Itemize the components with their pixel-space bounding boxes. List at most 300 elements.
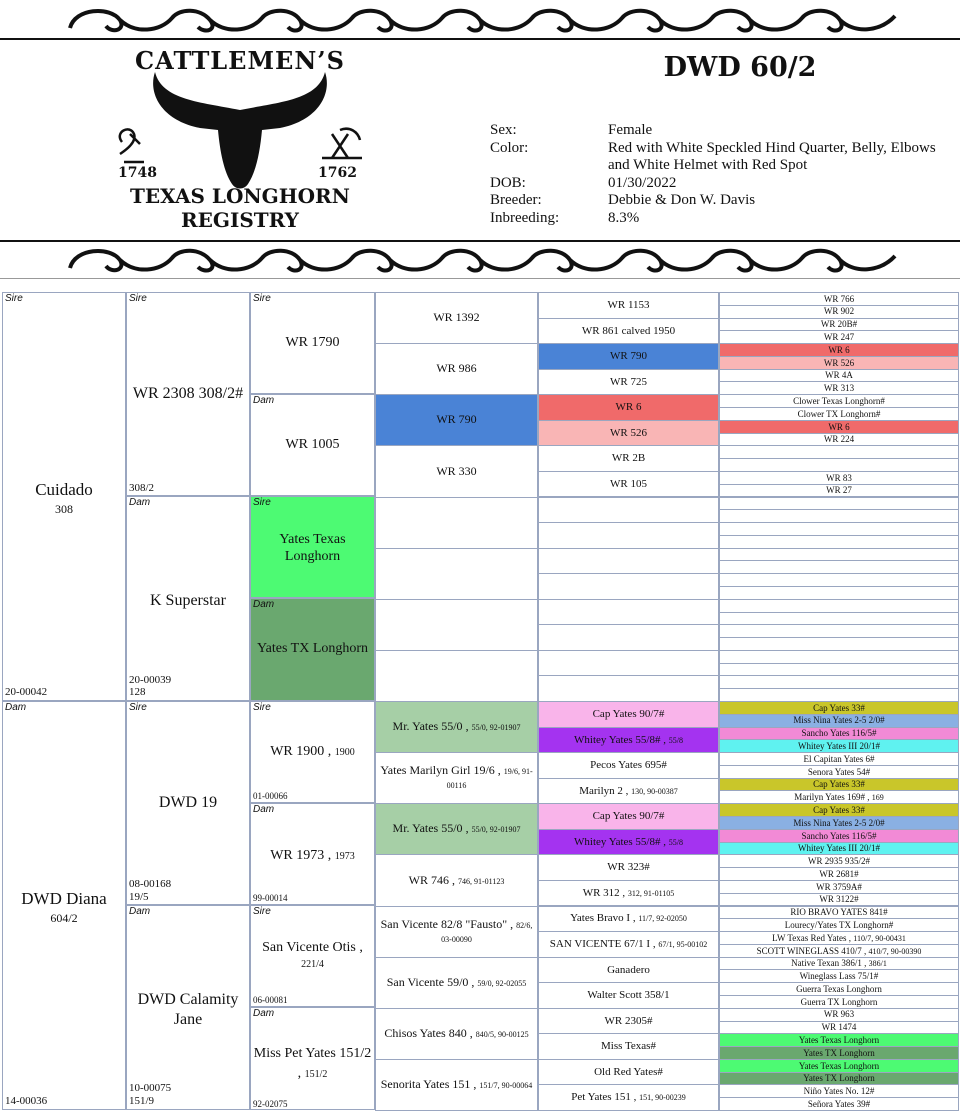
- animal-entry: [436, 465, 476, 479]
- gen6-cell: [719, 445, 959, 459]
- gen4-cell: [375, 1059, 538, 1111]
- animal-entry: [579, 785, 678, 798]
- gen5-cell: [538, 803, 719, 830]
- sire-label: Sire: [129, 702, 147, 713]
- gen6-cell: [719, 816, 959, 830]
- animal-entry: [436, 362, 476, 376]
- animal-name: Whitey Yates 55/8#: [574, 733, 661, 746]
- dam-label: Dam: [253, 599, 275, 610]
- gen5-cell: [538, 1084, 719, 1111]
- animal-name: Marilyn Yates 169#: [794, 792, 865, 803]
- gen6-cell: [719, 944, 959, 958]
- gen4-cell: [375, 650, 538, 702]
- animal-name: Chisos Yates 840: [384, 1025, 467, 1040]
- animal-name: WR 2935 935/2#: [808, 856, 870, 867]
- sire-label: Sire: [253, 702, 271, 713]
- animal-entry: [826, 473, 852, 483]
- gen6-cell: [719, 612, 959, 626]
- registration-number: 14-00036: [5, 1095, 48, 1107]
- gen6-cell: [719, 573, 959, 587]
- animal-name: WR 1005: [285, 437, 340, 452]
- gen5-cell: [538, 1008, 719, 1035]
- animal-name: WR 6: [828, 344, 850, 355]
- animal-entry: [594, 1066, 663, 1079]
- animal-name: WR 746: [408, 872, 449, 887]
- gen6-cell: [719, 305, 959, 319]
- animal-entry: [583, 887, 675, 900]
- wave-border-top: [0, 0, 960, 40]
- animal-entry: [824, 294, 854, 304]
- gen6-cell: [719, 586, 959, 600]
- animal-name: Whitey Yates III 20/1#: [798, 843, 880, 854]
- animal-name: Yates Bravo I: [570, 912, 631, 925]
- gen5-cell: [538, 880, 719, 907]
- gen3-cell: [250, 496, 375, 598]
- separator: ,: [660, 835, 669, 848]
- animal-entry: [550, 938, 707, 951]
- separator: ,: [846, 932, 854, 943]
- gen1-sire-cell: [2, 292, 126, 701]
- gen1-dam-cell: [2, 701, 126, 1110]
- animal-entry: [378, 918, 535, 946]
- separator: ,: [507, 916, 517, 931]
- animal-name: SAN VICENTE 67/1 I: [549, 938, 651, 950]
- animal-number: 840/5, 90-00125: [475, 1029, 529, 1039]
- info-value: Female: [608, 122, 653, 138]
- animal-entry: [378, 764, 535, 792]
- animal-number: 59/0, 92-02055: [477, 978, 527, 988]
- gen5-cell: [538, 982, 719, 1009]
- gen5-cell: [538, 854, 719, 881]
- animal-entry: [593, 708, 665, 721]
- animal-entry: [828, 422, 849, 432]
- gen6-cell: [719, 318, 959, 332]
- registration-number: 92-02075: [253, 1099, 288, 1109]
- gen6-cell: [719, 330, 959, 344]
- animal-number: 151/2: [304, 1069, 328, 1080]
- animal-number: 55/0, 92-01907: [471, 825, 521, 835]
- animal-name: WR 3122#: [819, 894, 859, 905]
- animal-name: Ganadero: [607, 963, 650, 976]
- animal-name: Miss Pet Yates 151/2: [253, 1046, 372, 1061]
- animal-number: 1900: [334, 747, 355, 758]
- gen6-cell: [719, 1059, 959, 1073]
- gen5-cell: [538, 343, 719, 370]
- animal-entry: [800, 971, 879, 981]
- gen5-cell: [538, 957, 719, 984]
- gen4-cell: [375, 548, 538, 600]
- gen2-cell: [126, 496, 250, 701]
- animal-name: Cap Yates 90/7#: [592, 707, 665, 720]
- gen4-cell: [375, 957, 538, 1009]
- animal-entry: [808, 1099, 870, 1109]
- gen6-cell: [719, 560, 959, 574]
- gen5-cell: [538, 727, 719, 754]
- separator: ,: [622, 784, 632, 797]
- animal-entry: [803, 1073, 874, 1083]
- animal-name: WR 312: [582, 886, 620, 899]
- animal-name: Cap Yates 33#: [813, 702, 865, 713]
- animal-name: WR 2681#: [819, 868, 859, 879]
- gen5-cell: [538, 906, 719, 933]
- animal-name: Yates Texas Longhorn: [798, 1060, 880, 1071]
- gen4-cell: [375, 445, 538, 497]
- animal-entry: [799, 1035, 879, 1045]
- gen6-cell: [719, 880, 959, 894]
- gen4-cell: [375, 906, 538, 958]
- gen5-cell: [538, 931, 719, 958]
- gen6-cell: [719, 522, 959, 536]
- animal-name: Yates Marilyn Girl 19/6: [380, 763, 495, 778]
- animal-entry: [593, 810, 665, 823]
- info-value: Red with White Speckled Hind Quarter, Belly, Elbows and White Helmet with Red Spot: [608, 139, 936, 173]
- animal-name: DWD Calamity Jane: [137, 991, 239, 1028]
- animal-entry: [813, 805, 865, 815]
- gen6-cell: [719, 752, 959, 766]
- registration-number: 128: [129, 686, 146, 698]
- gen6-cell: [719, 292, 959, 306]
- gen6-cell: [719, 727, 959, 741]
- animal-entry: [824, 332, 854, 342]
- separator: ,: [619, 886, 628, 899]
- separator: ,: [660, 733, 669, 746]
- animal-entry: [825, 370, 853, 380]
- gen6-cell: [719, 509, 959, 523]
- animal-entry: [808, 856, 870, 866]
- animal-name: WR 6: [828, 421, 850, 432]
- gen5-cell: [538, 522, 719, 549]
- gen5-cell: [538, 829, 719, 856]
- animal-entry: [616, 401, 642, 414]
- animal-entry: [802, 831, 877, 841]
- gen2-cell: [126, 701, 250, 905]
- sire-label: Sire: [253, 497, 271, 508]
- gen5-cell: [538, 599, 719, 626]
- animal-name: WR 6: [615, 401, 642, 414]
- gen5-cell: [538, 573, 719, 600]
- gen4-cell: [375, 497, 538, 549]
- animal-name: DWD Diana: [21, 889, 107, 908]
- animal-name: WR 105: [610, 477, 647, 490]
- animal-name: Cap Yates 33#: [813, 804, 865, 815]
- animal-name: Yates TX Longhorn: [803, 1073, 875, 1084]
- gen3-cell: [250, 905, 375, 1007]
- gen5-cell: [538, 497, 719, 524]
- animal-entry: [791, 958, 887, 968]
- animal-entry: [384, 1027, 528, 1041]
- registration-number: 308/2: [129, 482, 155, 494]
- animal-name: WR 2305#: [604, 1014, 653, 1027]
- animal-number: 82/6, 03-00090: [441, 920, 533, 944]
- animal-number: 221/4: [301, 959, 324, 970]
- animal-name: Miss Nina Yates 2-5 2/0#: [793, 715, 885, 726]
- separator: ,: [448, 872, 458, 887]
- animal-number: 169: [871, 793, 884, 803]
- registration-number: 19/5: [129, 891, 149, 903]
- animal-name: Wineglass Lass 75/1#: [799, 971, 879, 982]
- gen6-cell: [719, 433, 959, 447]
- animal-entry: [582, 325, 675, 338]
- gen6-cell: [719, 548, 959, 562]
- animal-name: WR 1790: [285, 335, 340, 350]
- separator: ,: [462, 719, 472, 734]
- separator: ,: [466, 1025, 476, 1040]
- animal-name: SCOTT WINEGLASS 410/7: [756, 945, 862, 956]
- animal-entry: [587, 989, 669, 1002]
- gen6-cell: [719, 458, 959, 472]
- logo-year-right: 1762: [318, 165, 357, 181]
- animal-entry: [793, 715, 884, 725]
- animal-entry: [574, 836, 683, 849]
- animal-name: WR 986: [436, 361, 477, 376]
- gen6-cell: [719, 381, 959, 395]
- certificate-header: [0, 0, 960, 285]
- animal-name: WR 330: [436, 463, 477, 478]
- animal-name: Mr. Yates 55/0: [392, 719, 463, 734]
- animal-name: Cap Yates 90/7#: [592, 810, 665, 823]
- animal-number: 746, 91-01123: [457, 876, 505, 886]
- registration-number: 20-00042: [5, 686, 48, 698]
- gen4-cell: [375, 1008, 538, 1060]
- animal-entry: [610, 376, 647, 389]
- header-rule-bottom: [0, 278, 960, 279]
- animal-entry: [819, 894, 858, 904]
- gen6-cell: [719, 1097, 959, 1111]
- animal-entry: [601, 1040, 656, 1053]
- logo-line2: TEXAS LONGHORN: [130, 184, 350, 208]
- animal-entry: [794, 792, 884, 802]
- animal-entry: [804, 754, 875, 764]
- animal-name: K Superstar: [150, 592, 226, 609]
- pedigree-chart: [2, 292, 959, 1110]
- animal-name: Lourecy/Yates TX Longhorn#: [784, 919, 894, 930]
- separator: ,: [861, 958, 869, 969]
- registration-number: 99-00014: [253, 893, 288, 903]
- animal-name: San Vicente Otis: [262, 940, 356, 955]
- animal-number: 110/7, 90-00431: [853, 933, 906, 943]
- gen6-cell: [719, 420, 959, 434]
- gen6-cell: [719, 803, 959, 817]
- gen4-cell: [375, 803, 538, 855]
- gen2-cell: [126, 905, 250, 1110]
- animal-number: 55/0, 92-01907: [471, 723, 521, 733]
- animal-entry: [802, 728, 877, 738]
- separator: ,: [468, 974, 478, 989]
- logo-year-left: 1748: [118, 165, 157, 181]
- gen5-cell: [538, 624, 719, 651]
- gen6-cell: [719, 829, 959, 843]
- animal-entry: [574, 734, 683, 747]
- animal-entry: [757, 946, 922, 956]
- animal-number: 55/8: [668, 837, 683, 847]
- gen6-cell: [719, 893, 959, 907]
- gen5-cell: [538, 420, 719, 447]
- gen5-cell: [538, 471, 719, 498]
- gen6-cell: [719, 739, 959, 753]
- animal-number: 386/1: [868, 959, 887, 969]
- gen5-cell: [538, 1033, 719, 1060]
- animal-entry: [799, 1061, 879, 1071]
- animal-name: Miss Nina Yates 2-5 2/0#: [793, 817, 885, 828]
- registration-number: 08-00168: [129, 878, 172, 890]
- animal-entry: [590, 759, 667, 772]
- animal-entry: [824, 434, 854, 444]
- gen4-cell: [375, 599, 538, 651]
- sire-label: Sire: [253, 293, 271, 304]
- animal-entry: [828, 345, 849, 355]
- gen6-cell: [719, 343, 959, 357]
- animal-name: Old Red Yates#: [594, 1065, 663, 1078]
- separator: ,: [650, 938, 659, 950]
- gen6-cell: [719, 1033, 959, 1047]
- sire-label: Sire: [129, 293, 147, 304]
- animal-entry: [570, 912, 687, 925]
- gen4-cell: [375, 292, 538, 344]
- animal-name: Guerra Texas Longhorn: [796, 983, 882, 994]
- animal-name-line: San Vicente Otis , 221/4: [262, 940, 363, 970]
- animal-number: 11/7, 92-02050: [638, 914, 687, 924]
- animal-number: 151, 90-00239: [639, 1093, 686, 1103]
- info-value: 01/30/2022: [608, 174, 677, 191]
- animal-name: WR 861 calved 1950: [581, 324, 676, 337]
- animal-name: WR 766: [823, 293, 855, 304]
- animal-name: WR 790: [610, 350, 647, 363]
- animal-name: Pecos Yates 695#: [590, 759, 667, 772]
- gen6-cell: [719, 701, 959, 715]
- dam-label: Dam: [129, 497, 151, 508]
- animal-name: San Vicente 59/0: [386, 974, 469, 989]
- gen6-cell: [719, 790, 959, 804]
- gen6-cell: [719, 1046, 959, 1060]
- registration-number: 20-00039: [129, 674, 172, 686]
- gen6-cell: [719, 484, 959, 498]
- gen3-cell: [250, 1007, 375, 1110]
- animal-entry: [798, 843, 880, 853]
- gen6-cell: [719, 995, 959, 1009]
- animal-entry: [808, 767, 870, 777]
- info-label: Inbreeding:: [490, 209, 560, 226]
- animal-entry: [793, 818, 884, 828]
- gen6-cell: [719, 982, 959, 996]
- animal-number: 67/1, 95-00102: [658, 940, 708, 949]
- gen6-cell: [719, 1072, 959, 1086]
- gen5-cell: [538, 1059, 719, 1086]
- gen6-cell: [719, 675, 959, 689]
- animal-name: WR 725: [610, 375, 647, 388]
- animal-name: Yates Texas Longhorn: [279, 532, 346, 564]
- animal-entry: [798, 409, 881, 419]
- animal-name: WR 1900: [270, 744, 325, 759]
- wave-border-bottom: [0, 242, 960, 282]
- gen6-cell: [719, 599, 959, 613]
- gen5-cell: [538, 394, 719, 421]
- animal-entry: [813, 703, 865, 713]
- gen5-cell: [538, 675, 719, 702]
- animal-name: RIO BRAVO YATES 841#: [790, 907, 888, 918]
- separator: ,: [630, 912, 639, 925]
- animal-entry: [821, 319, 857, 329]
- separator: ,: [865, 792, 872, 803]
- animal-entry: [436, 413, 476, 427]
- animal-name: WR 323#: [607, 861, 650, 874]
- animal-entry: [803, 1048, 874, 1058]
- info-value: 8.3%: [608, 209, 640, 226]
- gen3-cell: [250, 394, 375, 496]
- animal-name: WR 247: [823, 332, 855, 343]
- animal-name: WR 83: [826, 472, 852, 483]
- animal-entry: [610, 427, 647, 440]
- animal-entry: [607, 861, 649, 874]
- animal-name: Yates TX Longhorn: [803, 1047, 875, 1058]
- animal-name: Cap Yates 33#: [813, 779, 865, 790]
- animal-name: Niño Yates No. 12#: [803, 1086, 875, 1097]
- animal-name: LW Texas Red Yates: [772, 932, 847, 943]
- animal-entry: [409, 874, 505, 888]
- animal-entry: [819, 869, 858, 879]
- animal-name-line: WR 1900 , 1900: [270, 744, 355, 759]
- animal-entry: [822, 1022, 857, 1032]
- gen5-cell: [538, 445, 719, 472]
- gen6-cell: [719, 918, 959, 932]
- gen6-cell: [719, 1084, 959, 1098]
- gen6-cell: [719, 867, 959, 881]
- animal-name: Pet Yates 151: [571, 1091, 631, 1104]
- animal-entry: [381, 1078, 533, 1092]
- gen5-cell: [538, 778, 719, 805]
- gen5-cell: [538, 701, 719, 728]
- animal-name: WR 526: [610, 426, 647, 439]
- animal-entry: [801, 997, 878, 1007]
- registration-number: 151/9: [129, 1095, 155, 1107]
- animal-name: Sancho Yates 116/5#: [801, 728, 877, 739]
- animal-number: 604/2: [50, 911, 78, 925]
- animal-entry: [813, 779, 865, 789]
- animal-entry: [772, 933, 906, 943]
- gen4-cell: [375, 854, 538, 906]
- animal-name: WR 2308 308/2#: [132, 385, 244, 402]
- animal-entry: [790, 907, 887, 917]
- gen3-cell: [250, 598, 375, 701]
- gen4-cell: [375, 701, 538, 753]
- gen6-cell: [719, 471, 959, 485]
- animal-entry: [824, 306, 854, 316]
- animal-entry: [571, 1091, 686, 1104]
- animal-number: 130, 90-00387: [631, 786, 678, 796]
- gen6-cell: [719, 1021, 959, 1035]
- animal-entry: [785, 920, 893, 930]
- animal-entry: [612, 452, 645, 465]
- dam-label: Dam: [253, 1008, 275, 1019]
- animal-name: WR 1973: [270, 848, 325, 863]
- separator: ,: [630, 1091, 640, 1104]
- registration-number: 01-00066: [253, 791, 288, 801]
- animal-name: Walter Scott 358/1: [587, 989, 670, 1002]
- gen6-cell: [719, 957, 959, 971]
- gen6-cell: [719, 356, 959, 370]
- gen6-cell: [719, 854, 959, 868]
- gen6-cell: [719, 969, 959, 983]
- info-label: Sex:: [490, 122, 517, 138]
- separator: ,: [470, 1077, 480, 1092]
- animal-number: 410/7, 90-00390: [868, 946, 922, 956]
- gen6-cell: [719, 497, 959, 511]
- animal-entry: [607, 964, 650, 977]
- gen6-cell: [719, 637, 959, 651]
- gen5-cell: [538, 292, 719, 319]
- gen4-cell: [375, 394, 538, 446]
- separator: ,: [861, 945, 869, 956]
- dam-label: Dam: [253, 395, 275, 406]
